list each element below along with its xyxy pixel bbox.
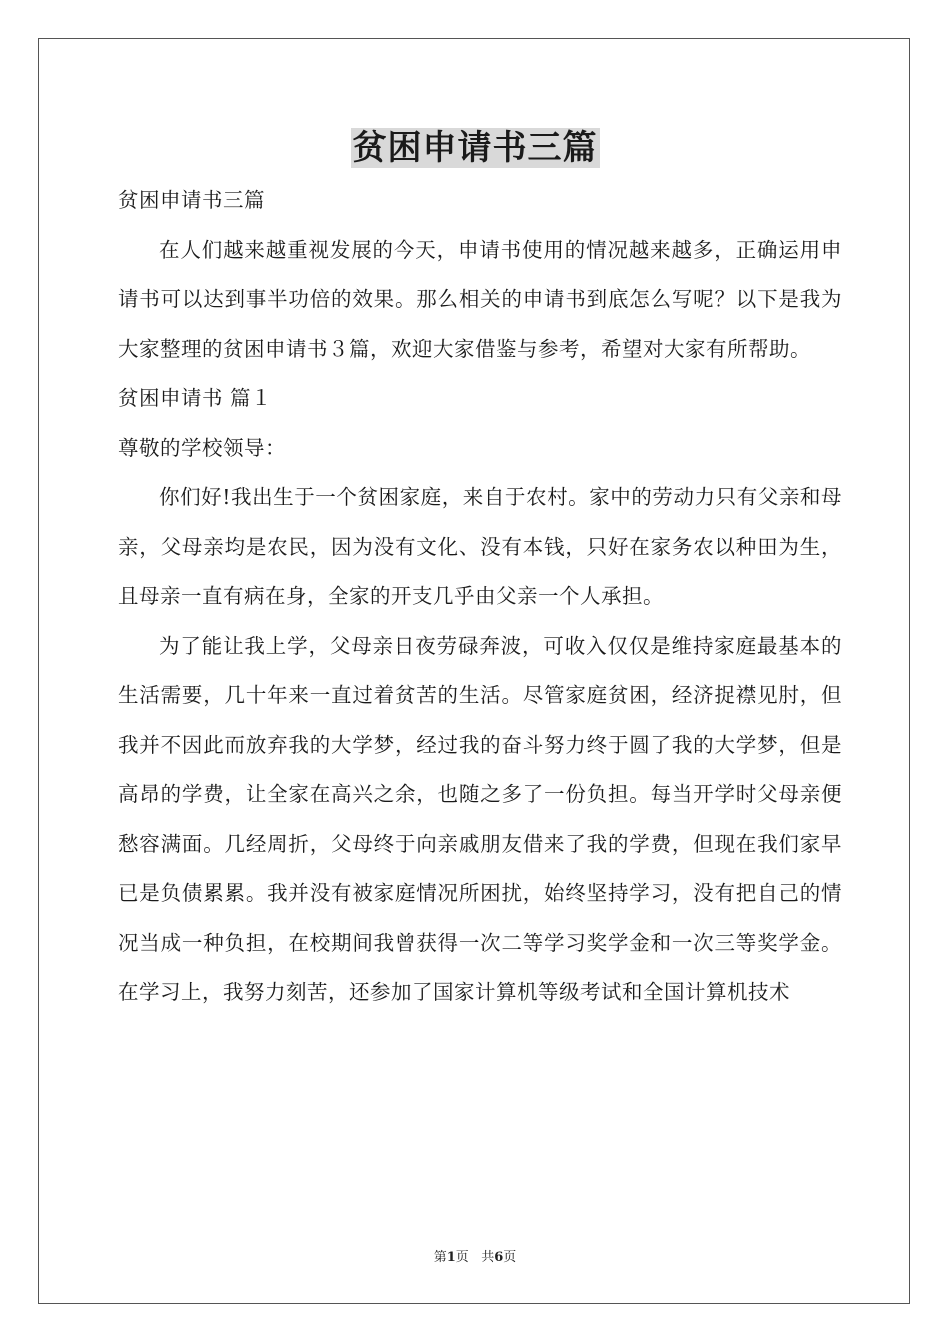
page-footer bbox=[0, 1246, 950, 1265]
document-title-wrapper bbox=[0, 128, 950, 174]
document-title: 贫困申请书三篇 bbox=[352, 128, 598, 168]
section-heading: 贫困申请书 篇１ bbox=[118, 386, 273, 410]
footer-total-suffix: 页 bbox=[503, 1250, 517, 1265]
salutation: 尊敬的学校领导： bbox=[118, 435, 286, 460]
footer-page-total: 6 bbox=[494, 1250, 504, 1265]
footer-total-prefix: 共 bbox=[481, 1250, 495, 1265]
paragraph: 贫困申请书三篇 bbox=[118, 188, 265, 212]
footer-page-current: 1 bbox=[446, 1250, 456, 1265]
paragraph: 你们好!我出生于一个贫困家庭，来自于农村。家中的劳动力只有父亲和母亲，父母亲均是农民，因为没有文化、没有本钱，只好在家务农以种田为生，且母亲一直有病在身，全家的开支几乎由父亲一个人承担。 bbox=[118, 485, 842, 608]
paragraph: 为了能让我上学，父母亲日夜劳碌奔波，可收入仅仅是维持家庭最基本的生活需要，几十年来一直过着贫苦的生活。尽管家庭贫困，经济捉襟见肘，但我并不因此而放弃我的大学梦，经过我的奋斗努力终于圆了我的大学梦，但是高昂的学费，让全家在高兴之余，也随之多了一份负担。每当开学时父母亲便愁容满面。几经周折，父母终于向亲戚朋友借来了我的学费，但现在我们家早已是负债累累。我并没有被家庭情况所困扰，始终坚持学习，没有把自己的情况当成一种负担，在校期间我曾获得一次二等学习奖学金和一次三等奖学金。在学习上，我努力刻苦，还参加了国家计算机等级考试和全国计算机技术 bbox=[118, 633, 842, 1004]
footer-page-prefix: 第 bbox=[433, 1250, 447, 1265]
footer-page-suffix: 页 bbox=[455, 1250, 469, 1265]
paragraph: 在人们越来越重视发展的今天，申请书使用的情况越来越多，正确运用申请书可以达到事半功倍的效果。那么相关的申请书到底怎么写呢？以下是我为大家整理的贫困申请书３篇，欢迎大家借鉴与参考，希望对大家有所帮助。 bbox=[118, 237, 842, 361]
document-body bbox=[118, 176, 842, 1018]
